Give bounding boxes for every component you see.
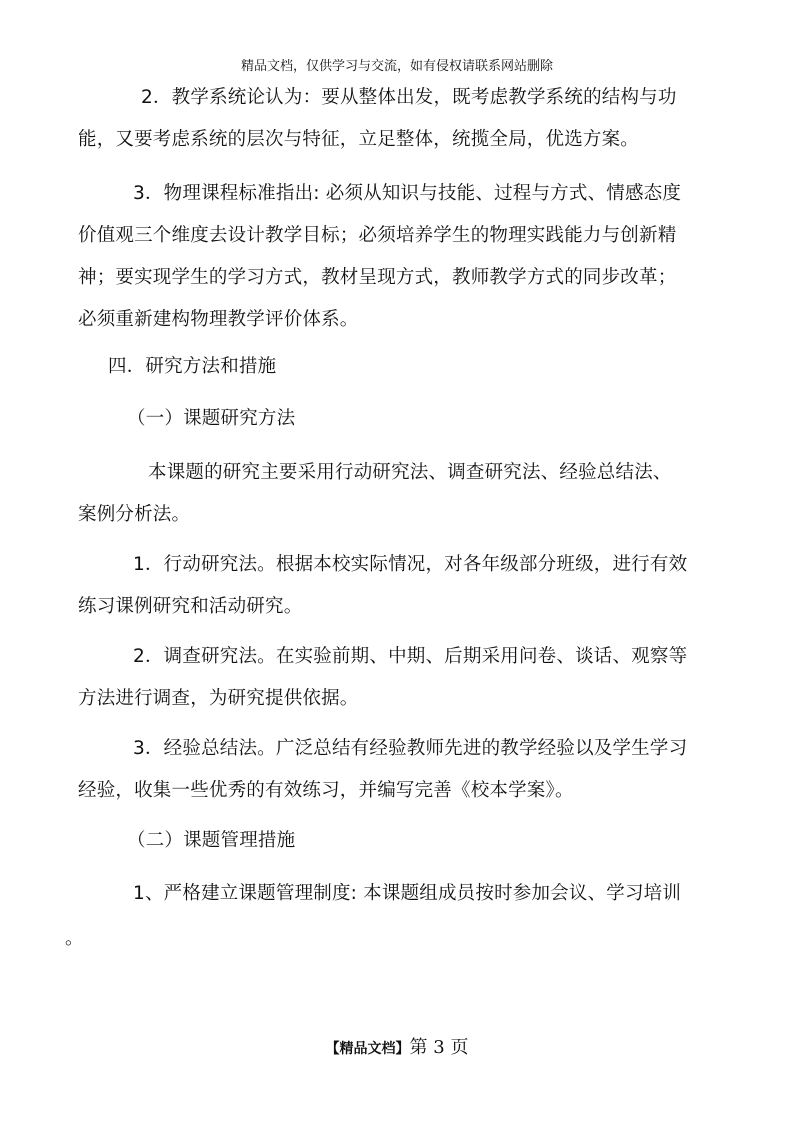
- paragraph-line: 案例分析法。: [78, 504, 191, 525]
- paragraph-line: 1、严格建立课题管理制度: 本课题组成员按时参加会议、学习培训: [133, 883, 682, 904]
- paragraph-line: 1．行动研究法。根据本校实际情况，对各年级部分班级，进行有效: [133, 554, 688, 575]
- paragraph-line: 练习课例研究和活动研究。: [78, 596, 303, 617]
- paragraph-line: 神；要实现学生的学习方式，教材呈现方式，教师教学方式的同步改革；: [78, 267, 677, 288]
- header-note: 精品文档，仅供学习与交流，如有侵权请联系网站删除: [240, 59, 553, 74]
- paragraph-line: 价值观三个维度去设计教学目标；必须培养学生的物理实践能力与创新精: [78, 225, 677, 246]
- subsection-heading: （一）课题研究方法: [127, 408, 296, 429]
- paragraph-line: 2．调查研究法。在实验前期、中期、后期采用问卷、谈话、观察等: [133, 646, 688, 667]
- section-heading: 四．研究方法和措施: [108, 356, 277, 377]
- page-number: 第 3 页: [409, 1037, 469, 1058]
- paragraph-line: 方法进行调查，为研究提供依据。: [78, 688, 359, 709]
- paragraph-line: 经验，收集一些优秀的有效练习，并编写完善《校本学案》。: [78, 780, 574, 801]
- paragraph-line: 2．教学系统论认为：要从整体出发，既考虑教学系统的结构与功: [141, 87, 677, 108]
- paragraph-line: 。: [65, 928, 84, 949]
- subsection-heading: （二）课题管理措施: [127, 830, 296, 851]
- footer-tag: 【精品文档】: [325, 1041, 410, 1057]
- paragraph-line: 必须重新建构物理教学评价体系。: [78, 309, 359, 330]
- paragraph-line: 能，又要考虑系统的层次与特征，立足整体，统揽全局，优选方案。: [78, 129, 640, 150]
- paragraph-line: 3．经验总结法。广泛总结有经验教师先进的教学经验以及学生学习: [133, 738, 688, 759]
- paragraph-line: 3．物理课程标准指出: 必须从知识与技能、过程与方式、情感态度: [133, 183, 682, 204]
- page-footer: [0, 1033, 794, 1059]
- paragraph-line: 本课题的研究主要采用行动研究法、调查研究法、经验总结法、: [148, 462, 672, 483]
